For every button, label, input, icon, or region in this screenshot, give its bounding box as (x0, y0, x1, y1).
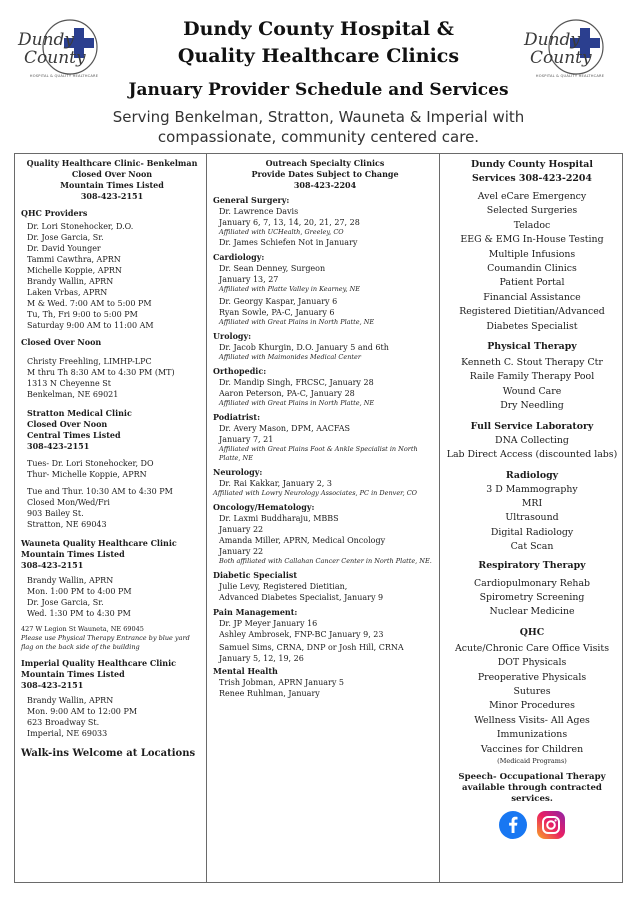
list-item: January 7, 21 (219, 435, 274, 444)
list-item: Dr. Avery Mason, DPM, AACFAS (219, 424, 351, 433)
section-heading: Closed Over Noon (27, 419, 108, 429)
instagram-icon[interactable] (537, 811, 565, 839)
list-item: Trish Jobman, APRN January 5 (219, 678, 345, 687)
column-divider (439, 154, 440, 882)
specialty-label: Pain Management: (213, 607, 298, 617)
list-item: Ashley Ambrosek, FNP-BC January 9, 23 (219, 630, 384, 639)
service-item: Financial Assistance (483, 291, 581, 303)
section-heading: Mountain Times Listed (21, 669, 125, 679)
section-heading: Closed Over Noon (71, 169, 153, 179)
affiliation-note: Affiliated with Lowry Neurology Associates, PC in Denver, CO (213, 489, 418, 497)
list-item: January 13, 27 (219, 275, 279, 284)
affiliation-note: Affiliated with Great Plains Foot & Ankle Specialist in North Platte, NE (219, 445, 418, 462)
list-item: Brandy Wallin, APRN (27, 696, 114, 705)
list-item: January 5, 12, 19, 26 (219, 654, 304, 663)
logo-subtext: HOSPITAL & QUALITY HEALTHCARE (535, 74, 605, 78)
list-item: Mon. 1:00 PM to 4:00 PM (27, 587, 132, 596)
list-item: January 22 (219, 547, 264, 556)
affiliation-note: Affiliated with UCHealth, Greeley, CO (219, 228, 344, 236)
title-line-1: Dundy County Hospital & (183, 18, 454, 40)
service-item: DNA Collecting (495, 434, 569, 446)
list-item: Tues- Dr. Lori Stonehocker, DO (27, 459, 154, 468)
list-item: Dr. Georgy Kaspar, January 6 (219, 297, 338, 306)
phone-number: 308-423-2151 (21, 680, 84, 690)
service-item: Coumandin Clinics (487, 263, 577, 275)
tagline-line-1: Serving Benkelman, Stratton, Wauneta & Imperial with (112, 108, 525, 126)
logo-subtext: HOSPITAL & QUALITY HEALTHCARE (29, 74, 99, 78)
list-item: Dr. Lawrence Davis (219, 207, 299, 216)
service-item: Sutures (513, 685, 551, 697)
phone-number: 308-423-2151 (21, 560, 84, 570)
section-heading: Services 308-423-2204 (472, 173, 592, 184)
list-item: Dr. Jose Garcia, Sr. (27, 233, 104, 242)
logo-word-county: County (24, 48, 86, 68)
hours-line: Saturday 9:00 AM to 11:00 AM (27, 321, 154, 330)
service-item: Preoperative Physicals (477, 671, 587, 683)
service-item: Cat Scan (510, 541, 554, 553)
service-item: Spirometry Screening (479, 591, 585, 603)
hours-line: Stratton, NE 69043 (27, 520, 107, 529)
service-item: Registered Dietitian/Advanced (459, 306, 605, 318)
services-column (443, 154, 621, 839)
list-item: Samuel Sims, CRNA, DNP or Josh Hill, CRNA (219, 643, 404, 652)
section-label: Physical Therapy (487, 341, 577, 353)
service-item: Lab Direct Access (discounted labs) (446, 449, 618, 461)
service-item: Dry Needling (500, 400, 564, 412)
logo-word-dundy: Dundy (524, 30, 581, 50)
service-item: Nuclear Medicine (489, 606, 575, 618)
service-item: Selected Surgeries (486, 205, 578, 217)
section-heading: Central Times Listed (27, 430, 121, 440)
list-item: January 6, 7, 13, 14, 20, 21, 27, 28 (219, 218, 360, 227)
service-item: Ultrasound (505, 512, 559, 524)
service-item: Avel eCare Emergency (477, 191, 587, 202)
clinics-column (21, 154, 203, 761)
service-item: DOT Physicals (497, 657, 567, 669)
list-item: Thur- Michelle Koppie, APRN (27, 470, 147, 479)
specialty-label: Urology: (213, 331, 252, 341)
service-item: Vaccines for Children (480, 743, 584, 755)
specialty-label: General Surgery: (213, 195, 290, 205)
hospital-logo-left (14, 14, 114, 88)
list-item: Laken Vrbas, APRN (27, 288, 108, 297)
service-item: Minor Procedures (489, 700, 575, 712)
affiliation-note: Both affiliated with Callahan Cancer Center in North Platte, NE. (219, 557, 432, 565)
list-item: Ryan Sowle, PA-C, January 6 (219, 308, 335, 317)
section-label: QHC (519, 626, 545, 638)
service-item: Diabetes Specialist (486, 320, 578, 332)
list-item: Renee Ruhlman, January (219, 689, 320, 698)
list-item: Amanda Miller, APRN, Medical Oncology (219, 536, 386, 545)
service-item: Immunizations (496, 729, 568, 741)
specialty-label: Oncology/Hematology: (213, 502, 315, 512)
list-item: Michelle Koppie, APRN (27, 266, 122, 275)
list-item: Imperial, NE 69033 (27, 729, 108, 738)
social-links (443, 811, 621, 839)
service-item: Acute/Chronic Care Office Visits (454, 642, 610, 654)
hospital-logo-right (520, 14, 620, 88)
service-item: Wellness Visits- All Ages (474, 714, 590, 726)
logo-word-dundy: Dundy (18, 30, 75, 50)
schedule-frame (14, 153, 623, 883)
section-heading: Mountain Times Listed (60, 180, 164, 190)
list-item: Julie Levy, Registered Dietitian, (219, 582, 348, 591)
service-item: 3 D Mammography (486, 483, 578, 495)
list-item: Aaron Peterson, PA-C, January 28 (219, 389, 355, 398)
list-item: Dr. Jose Garcia, Sr. (27, 598, 104, 607)
affiliation-note: Affiliated with Great Plains in North Platte, NE (219, 318, 375, 326)
section-heading: Dundy County Hospital (471, 159, 593, 170)
affiliation-note: Affiliated with Platte Valley in Kearney, NE (219, 285, 361, 293)
column-divider (206, 154, 207, 882)
section-heading: Provide Dates Subject to Change (251, 169, 399, 179)
service-item: Patient Portal (499, 277, 565, 289)
section-label: Full Service Laboratory (470, 420, 594, 432)
outreach-column (213, 154, 437, 699)
list-item: Advanced Diabetes Specialist, January 9 (219, 593, 384, 602)
phone-number: 308-423-2151 (80, 191, 144, 201)
list-item: Brandy Wallin, APRN (27, 277, 114, 286)
service-item: MRI (521, 497, 543, 509)
section-heading: Imperial Quality Healthcare Clinic (21, 658, 177, 668)
section-heading: Outreach Specialty Clinics (265, 158, 385, 168)
list-item: Dr. Laxmi Buddharaju, MBBS (219, 514, 339, 523)
service-item: Raile Family Therapy Pool (469, 371, 595, 383)
section-label: Radiology (505, 469, 559, 481)
affiliation-note: Affiliated with Maimonides Medical Center (219, 353, 361, 361)
hours-line: 903 Bailey St. (27, 509, 84, 518)
list-item: Dr. James Schiefen Not in January (219, 238, 358, 247)
list-item: Benkelman, NE 69021 (27, 390, 119, 399)
section-label: Respiratory Therapy (478, 559, 586, 571)
service-item: Kenneth C. Stout Therapy Ctr (461, 357, 603, 369)
list-item: Dr. David Younger (27, 244, 101, 253)
service-item: Teladoc (513, 219, 551, 231)
section-heading: Stratton Medical Clinic (27, 408, 132, 418)
specialty-label: Podiatrist: (213, 412, 261, 422)
list-item: January 22 (219, 525, 264, 534)
list-item: Brandy Wallin, APRN (27, 576, 114, 585)
list-item: Dr. JP Meyer January 16 (219, 619, 318, 628)
specialty-label: Cardiology: (213, 252, 265, 262)
specialty-label: Neurology: (213, 467, 263, 477)
facebook-icon[interactable] (499, 811, 527, 839)
list-item: Dr. Lori Stonehocker, D.O. (27, 222, 134, 231)
hours-line: Tue and Thur. 10:30 AM to 4:30 PM (27, 487, 173, 496)
list-item: Dr. Rai Kakkar, January 2, 3 (219, 479, 332, 488)
title-line-2: Quality Healthcare Clinics (177, 45, 460, 67)
list-item: Wed. 1:30 PM to 4:30 PM (27, 609, 131, 618)
phone-number: 308-423-2204 (293, 180, 357, 190)
specialty-label: Diabetic Specialist (213, 570, 298, 580)
service-item: Wound Care (502, 385, 562, 397)
hours-line: M & Wed. 7:00 AM to 5:00 PM (27, 299, 152, 308)
specialty-label: Mental Health (213, 666, 278, 676)
service-item: Digital Radiology (490, 526, 574, 538)
phone-number: 308-423-2151 (27, 441, 90, 451)
list-item: Tammi Cawthra, APRN (27, 255, 121, 264)
hours-line: Closed Mon/Wed/Fri (27, 498, 110, 507)
entrance-note: Please use Physical Therapy Entrance by blue yard flag on the back side of the building (21, 634, 190, 651)
list-item: Christy Freehling, LIMHP-LPC (27, 357, 152, 366)
specialty-label: Orthopedic: (213, 366, 267, 376)
section-label: QHC Providers (21, 208, 88, 218)
page-subtitle: January Provider Schedule and Services (128, 80, 509, 100)
list-item: Dr. Jacob Khurgin, D.O. January 5 and 6th (219, 343, 389, 352)
section-label: Closed Over Noon (21, 337, 102, 347)
affiliation-note: Affiliated with Great Plains in North Platte, NE (219, 399, 375, 407)
list-item: 623 Broadway St. (27, 718, 100, 727)
list-item: Dr. Sean Denney, Surgeon (219, 264, 326, 273)
list-item: Mon. 9:00 AM to 12:00 PM (27, 707, 138, 716)
list-item: 1313 N Cheyenne St (27, 379, 111, 388)
tagline-line-2: compassionate, community centered care. (157, 128, 480, 146)
section-heading: Mountain Times Listed (21, 549, 125, 559)
section-heading: Wauneta Quality Healthcare Clinic (21, 538, 177, 548)
service-item: EEG & EMG In-House Testing (460, 234, 604, 246)
medicaid-note: (Medicaid Programs) (497, 757, 567, 765)
logo-word-county: County (530, 48, 592, 68)
hours-line: Tu, Th, Fri 9:00 to 5:00 PM (27, 310, 138, 319)
service-item: Multiple Infusions (488, 248, 576, 260)
walkins-banner: Walk-ins Welcome at Locations (21, 748, 196, 759)
section-heading: Quality Healthcare Clinic- Benkelman (26, 158, 198, 168)
speech-therapy-note: Speech- Occupational Therapy available through contracted services. (458, 772, 606, 804)
page-header (0, 0, 637, 152)
address-line: 427 W Legion St Wauneta, NE 69045 (21, 625, 144, 633)
list-item: Dr. Mandip Singh, FRCSC, January 28 (219, 378, 374, 387)
list-item: M thru Th 8:30 AM to 4:30 PM (MT) (27, 368, 175, 377)
service-item: Cardiopulmonary Rehab (473, 577, 591, 589)
